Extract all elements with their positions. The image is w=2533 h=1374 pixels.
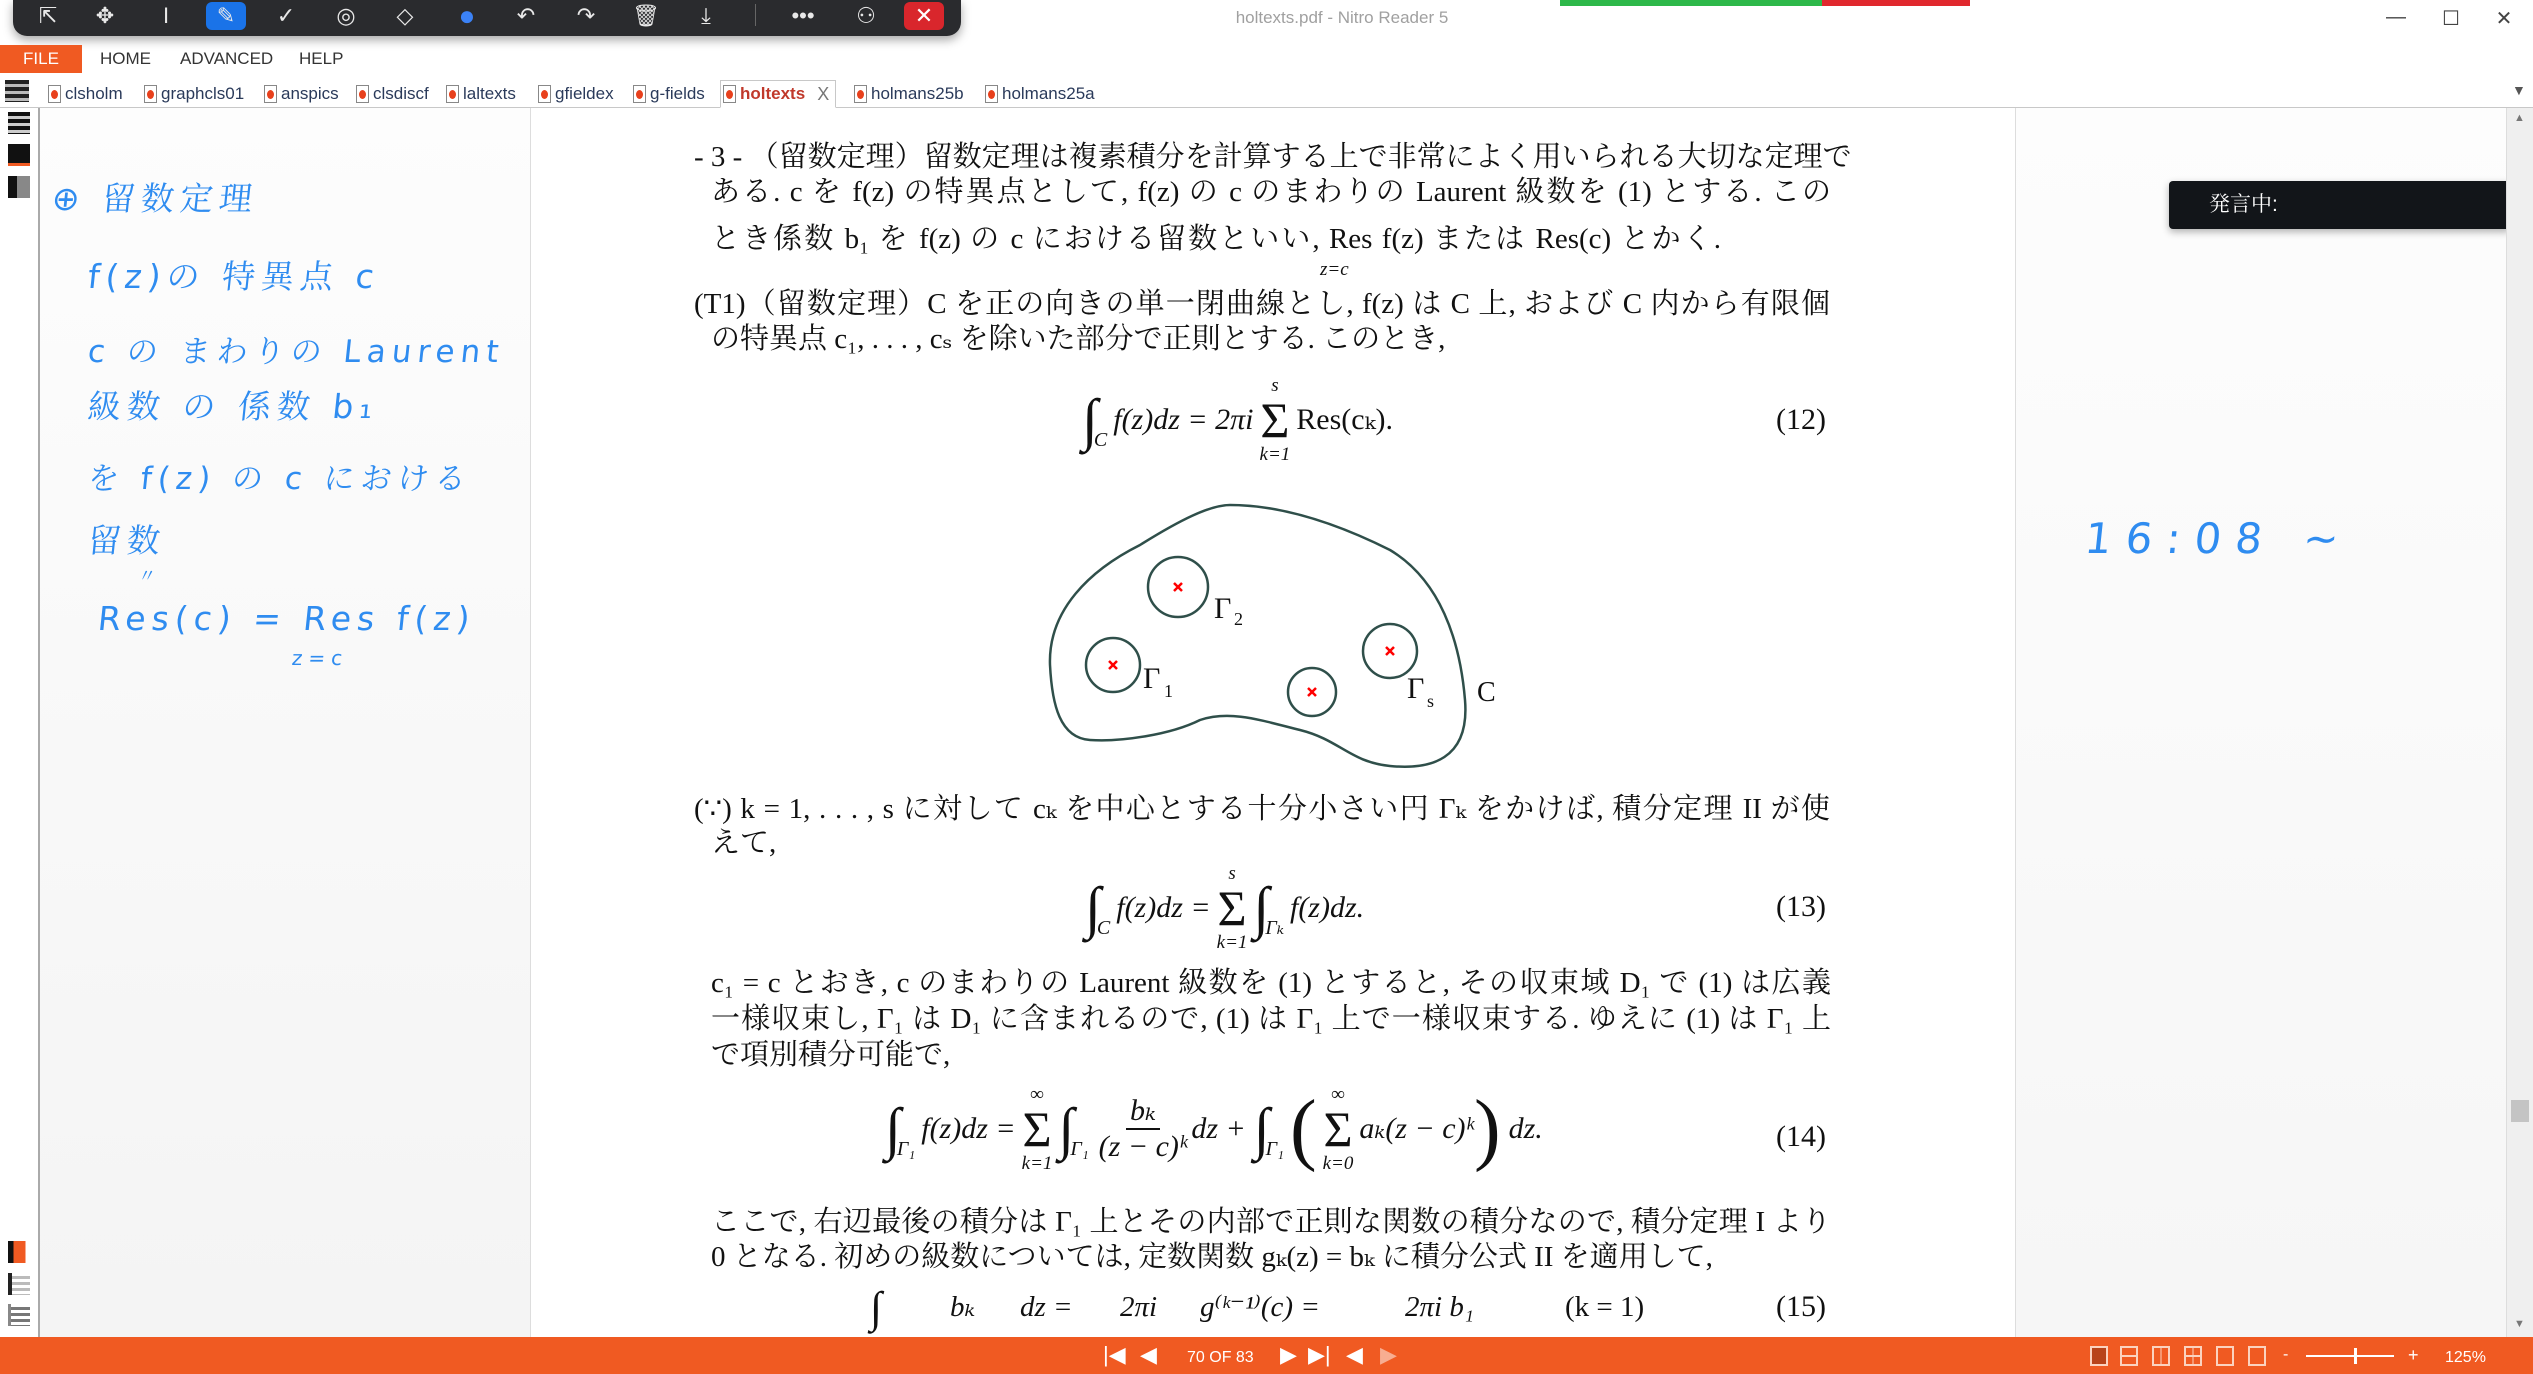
eq-term: aₖ(z − c)ᵏ [1359, 1112, 1474, 1145]
equation-number: (15) [1776, 1290, 1826, 1323]
sum-upper: ∞ [1331, 1084, 1345, 1105]
zoom-out-button[interactable]: - [2283, 1346, 2289, 1363]
pdf-icon [264, 85, 277, 103]
equation-15-partial: ∫ [870, 1283, 883, 1332]
two-page-view-icon[interactable] [2152, 1346, 2170, 1366]
scroll-up-icon[interactable]: ▲ [2514, 112, 2525, 124]
sum-upper: ∞ [1030, 1084, 1044, 1105]
equation-number: (13) [1776, 890, 1826, 923]
integral-subscript: Γₖ [1265, 917, 1284, 939]
paragraph-line: とき係数 b₁ を f(z) の c における留数といい, Res f(z) または Res(c) とかく. [711, 223, 1721, 255]
sum-lower: k=0 [1322, 1153, 1354, 1174]
eq-term: f(z)dz = [921, 1112, 1016, 1145]
menu-help[interactable]: HELP [299, 49, 344, 68]
paragraph-line: (T1)（留数定理）C を正の向きの単一閉曲線とし, f(z) は C 上, および C 内から有限個 [694, 288, 1830, 320]
handwritten-note: 級数 の 係数 b₁ [86, 387, 381, 426]
page-indicator[interactable]: 70 OF 83 [1187, 1349, 1254, 1366]
tab-anspics[interactable] [262, 80, 339, 108]
handwritten-time: 16:08 ~ [2082, 514, 2356, 563]
close-icon[interactable]: ✕ [904, 2, 944, 30]
zoom-slider-thumb[interactable] [2354, 1348, 2357, 1364]
singularity-mark [1386, 647, 1394, 655]
tab-g-fields[interactable] [631, 80, 705, 108]
eq-term: dz. [1508, 1112, 1543, 1145]
tab-label: holtexts [740, 84, 806, 103]
move-icon[interactable]: ✥ [95, 3, 115, 28]
two-page-continuous-icon[interactable] [2184, 1346, 2202, 1366]
label-gamma-s: Γ [1407, 672, 1425, 705]
label-gamma-1: Γ [1143, 662, 1161, 695]
handwritten-note: 留数 [86, 521, 169, 560]
eq-term: dz = [1020, 1291, 1073, 1323]
eq-term: (k = 1) [1565, 1291, 1645, 1323]
handwritten-note: を f(z) の c における [86, 461, 474, 497]
tab-graphcls01[interactable] [142, 80, 244, 108]
integral-subscript: C [1096, 917, 1111, 939]
contour-c [1050, 505, 1465, 767]
paragraph-line: えて, [711, 827, 777, 859]
sum-lower: k=1 [1259, 444, 1291, 465]
integral-subscript: Γ₁ [896, 1138, 916, 1160]
bookmark-panel-icon[interactable] [8, 144, 30, 166]
status-strip-red [1822, 0, 1970, 6]
attachments-panel-icon[interactable] [8, 1241, 30, 1263]
sum-lower: k=1 [1216, 932, 1248, 953]
forward-view-icon[interactable]: ▶ [1380, 1342, 1397, 1367]
tab-clsholm[interactable] [46, 80, 123, 108]
menu-bar [0, 45, 2533, 73]
handwritten-note: 〃 [136, 566, 164, 587]
sum-upper: s [1228, 863, 1236, 884]
paragraph-line: の特異点 c₁, . . . , cₛ を除いた部分で正則とする. このとき, [711, 323, 1446, 355]
tab-label: clsdiscf [373, 84, 429, 103]
tab-gfieldex[interactable] [536, 80, 614, 108]
label-gamma-2-sub: 2 [1234, 609, 1243, 629]
color-dot-icon[interactable]: ● [458, 0, 476, 31]
close-window-button[interactable]: ✕ [2495, 8, 2513, 30]
integral: ∫ C [1085, 879, 1110, 937]
check-icon[interactable]: ✓ [276, 3, 296, 28]
right-margin-area [2016, 108, 2506, 1337]
pdf-icon [723, 85, 736, 103]
download-icon[interactable]: ⤓ [701, 3, 711, 28]
menu-home[interactable]: HOME [100, 49, 151, 68]
scroll-down-icon[interactable]: ▼ [2514, 1318, 2525, 1330]
paragraph-line: - 3 - （留数定理）留数定理は複素積分を計算する上で非常によく用いられる大切な定理で [694, 141, 1852, 173]
integral: ∫ Γₖ [1253, 879, 1284, 937]
eq-term: 2πi b₁ [1405, 1291, 1474, 1323]
maximize-button[interactable]: ☐ [2442, 8, 2460, 30]
equation-number: (12) [1776, 403, 1826, 436]
tab-label: anspics [281, 84, 339, 103]
tab-label: holmans25b [871, 84, 964, 103]
status-strip-green [1560, 0, 1822, 6]
singularity-mark [1109, 661, 1117, 669]
pdf-icon [356, 85, 369, 103]
outline-panel-icon[interactable] [8, 1273, 30, 1295]
paragraph-line: c₁ = c とおき, c のまわりの Laurent 級数を (1) とすると, その収束域 D₁ で (1) は広義 [711, 967, 1831, 999]
pen-icon[interactable]: ✎ [206, 2, 246, 30]
handwritten-note: ⊕ 留数定理 [50, 179, 261, 218]
tab-holmans25a[interactable] [983, 80, 1095, 108]
pdf-icon [48, 85, 61, 103]
sum-upper: s [1271, 375, 1279, 396]
eq-term: Res(cₖ). [1296, 403, 1394, 436]
eq-term: bₖ [950, 1291, 976, 1323]
singularity-mark [1174, 583, 1182, 591]
eraser-icon[interactable]: ◇ [396, 3, 414, 28]
integral: ∫ Γ₁ [1254, 1100, 1284, 1158]
fraction [1099, 1094, 1188, 1164]
equation-14 [885, 1085, 1543, 1173]
menu-advanced[interactable]: ADVANCED [180, 49, 274, 68]
text-cursor-icon[interactable]: I [162, 3, 170, 28]
tab-holtexts[interactable] [720, 80, 836, 108]
speaking-indicator: 発言中: [2169, 181, 2511, 229]
left-sidebar [0, 108, 40, 1337]
tab-label: holmans25a [1002, 84, 1095, 103]
paragraph-line: 一様収束し, Γ₁ は D₁ に含まれるので, (1) は Γ₁ 上で一様収束する. ゆえに (1) は Γ₁ 上 [711, 1003, 1831, 1035]
tab-close-icon[interactable]: X [817, 84, 830, 104]
handwritten-note: c の まわりの Laurent [86, 334, 507, 370]
select-arrow-icon[interactable]: ⇱ [38, 3, 58, 28]
singularity-mark [1308, 688, 1316, 696]
summation: s Σ k=1 [1259, 375, 1291, 465]
summation: ∞ Σ k=0 [1322, 1084, 1354, 1174]
integral-subscript: C [1093, 429, 1108, 451]
back-view-icon[interactable]: ◀ [1346, 1342, 1363, 1367]
single-page-view-icon[interactable] [2090, 1346, 2108, 1366]
tabs-menu-icon[interactable] [5, 80, 29, 102]
user-icon[interactable]: ⚇ [856, 3, 876, 28]
pdf-icon [144, 85, 157, 103]
eq-term: f(z)dz. [1289, 891, 1365, 924]
eq-term: g⁽ᵏ⁻¹⁾(c) = [1200, 1291, 1320, 1323]
window-title: holtexts.pdf - Nitro Reader 5 [1235, 8, 1449, 27]
paragraph-line: ここで, 右辺最後の積分は Γ₁ 上とその内部で正則な関数の積分なので, 積分定理 I より [711, 1206, 1831, 1238]
label-gamma-1-sub: 1 [1164, 681, 1173, 701]
handwritten-note: Res(c) = Res f(z) [96, 599, 478, 638]
next-page-icon[interactable]: ▶ [1280, 1342, 1297, 1367]
paragraph-line: ある. c を f(z) の特異点として, f(z) の c のまわりの Laurent 級数を (1) とする. この [711, 176, 1831, 208]
integral: ∫ Γ₁ [885, 1100, 915, 1158]
eq-term: f(z)dz = [1116, 891, 1211, 924]
menu-file[interactable]: FILE [0, 45, 82, 73]
paragraph-line: (∵) k = 1, . . . , s に対して cₖ を中心とする十分小さい円 Γₖ をかけば, 積分定理 II が使 [694, 793, 1830, 825]
tab-label: g-fields [650, 84, 705, 103]
undo-icon[interactable]: ↶ [516, 3, 536, 28]
fit-page-icon[interactable] [2248, 1346, 2266, 1366]
res-subscript: z=c [1320, 259, 1349, 280]
pages-panel-icon[interactable] [8, 112, 30, 134]
integral: ∫ Γ₁ [1058, 1100, 1088, 1158]
vertical-scrollbar[interactable] [2506, 108, 2533, 1337]
label-gamma-2: Γ [1214, 592, 1232, 625]
paren: ( [1289, 1085, 1317, 1173]
label-gamma-s-sub: s [1427, 691, 1435, 711]
scroll-thumb[interactable] [2511, 1100, 2529, 1122]
sum-lower: k=1 [1021, 1153, 1053, 1174]
tab-laltexts[interactable] [444, 80, 516, 108]
handwritten-note: z=c [290, 646, 350, 670]
pdf-icon [854, 85, 867, 103]
redo-icon[interactable]: ↷ [576, 3, 596, 28]
fit-width-icon[interactable] [2216, 1346, 2234, 1366]
integral-subscript: Γ₁ [1265, 1138, 1284, 1160]
tab-label: laltexts [463, 84, 516, 103]
label-c: C [1477, 677, 1496, 708]
tab-label: graphcls01 [161, 84, 245, 103]
comments-panel-icon[interactable] [8, 176, 30, 198]
equation-12 [1082, 376, 1393, 464]
pdf-icon [538, 85, 551, 103]
fraction-numerator: bₖ [1126, 1094, 1160, 1130]
stamp-icon[interactable]: ◎ [336, 3, 356, 28]
zoom-in-button[interactable]: + [2408, 1345, 2419, 1365]
fraction-denominator: (z − c)ᵏ [1098, 1130, 1188, 1163]
pdf-icon [985, 85, 998, 103]
first-page-icon[interactable]: |◀ [1103, 1342, 1126, 1367]
summation: s Σ k=1 [1216, 863, 1248, 953]
integral-subscript: Γ₁ [1070, 1138, 1089, 1160]
document-tabs [0, 76, 2533, 108]
pdf-icon [633, 85, 646, 103]
last-page-icon[interactable]: ▶| [1308, 1342, 1331, 1367]
equation-13 [1085, 864, 1364, 952]
continuous-view-icon[interactable] [2120, 1346, 2138, 1366]
tab-label: gfieldex [555, 84, 614, 103]
list-panel-icon[interactable] [8, 1304, 30, 1326]
eq-term: dz + [1191, 1112, 1246, 1145]
eq-term: 2πi [1120, 1291, 1158, 1323]
paragraph-line: で項別積分可能で, [711, 1039, 951, 1071]
zoom-slider[interactable] [2306, 1355, 2394, 1357]
handwritten-note: f(z)の 特異点 c [86, 257, 382, 296]
trash-icon[interactable]: 🗑 [632, 3, 660, 28]
paren: ) [1473, 1085, 1501, 1173]
pdf-icon [446, 85, 459, 103]
integral: ∫ C [1082, 391, 1107, 449]
paragraph-line: 0 となる. 初めの級数については, 定数関数 gₖ(z) = bₖ に積分公式 II を適用して, [711, 1241, 1713, 1273]
tab-clsdiscf[interactable] [354, 80, 429, 108]
tab-label: clsholm [65, 84, 123, 103]
zoom-level[interactable]: 125% [2445, 1349, 2486, 1366]
status-bar [0, 1337, 2533, 1374]
eq-term: f(z)dz = 2πi [1113, 403, 1254, 436]
minimize-button[interactable]: — [2386, 6, 2406, 28]
residue-diagram [1030, 490, 1530, 775]
summation: ∞ Σ k=1 [1021, 1084, 1053, 1174]
previous-page-icon[interactable]: ◀ [1140, 1342, 1157, 1367]
tab-holmans25b[interactable] [852, 80, 964, 108]
more-icon[interactable]: ••• [791, 3, 815, 28]
tabs-dropdown-icon[interactable]: ▼ [2512, 82, 2526, 98]
equation-number: (14) [1776, 1120, 1826, 1153]
